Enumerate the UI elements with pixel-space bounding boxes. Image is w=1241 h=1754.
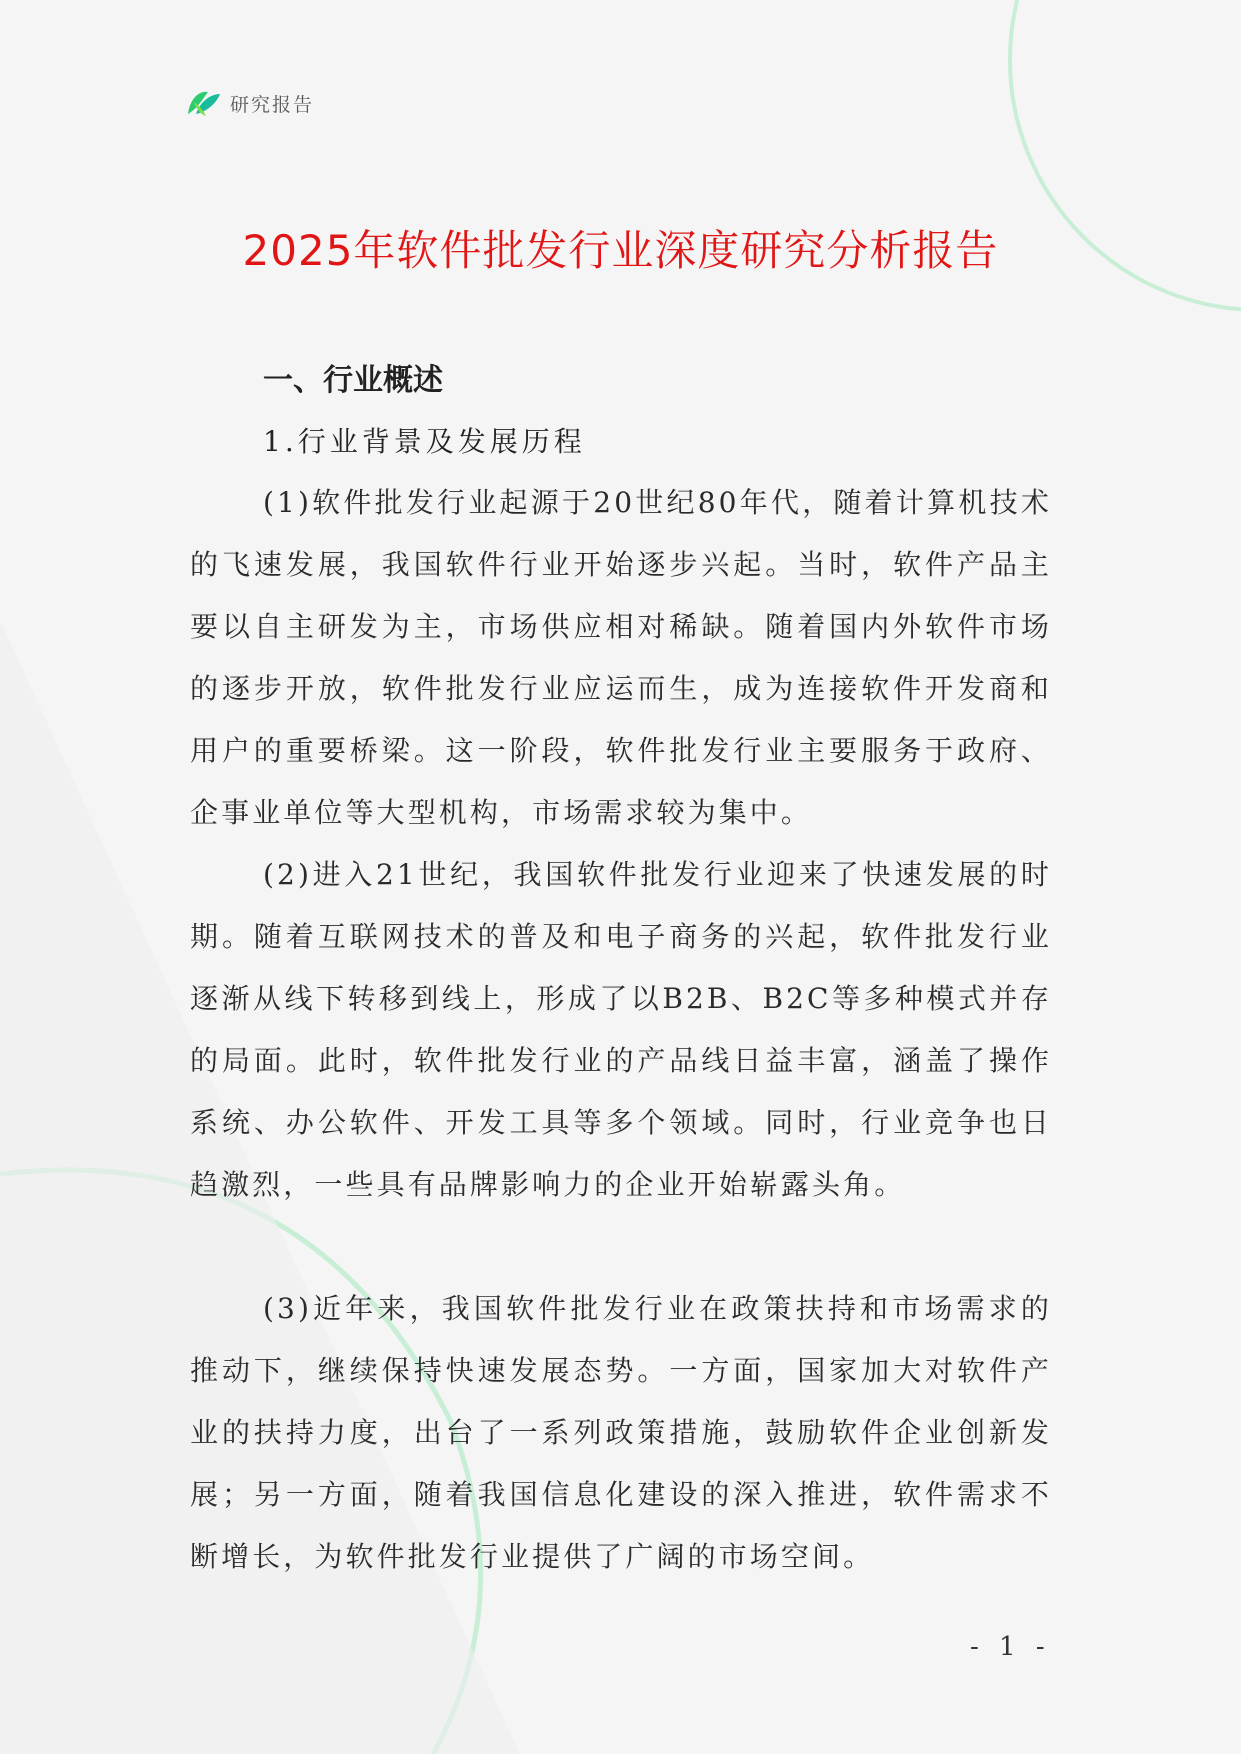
section-heading: 一、行业概述 [263,363,443,398]
paragraph-3: (3)近年来，我国软件批发行业在政策扶持和市场需求的推动下，继续保持快速发展态势。一方面，国家加大对软件产业的扶持力度，出台了一系列政策措施，鼓励软件企业创新发展；另一方面，随着我国信息化建设的深入推进，软件需求不断增长，为软件批发行业提供了广阔的市场空间。 [190,1292,1052,1573]
logo-text: 研究报告 [230,93,315,116]
document-title: 2025年软件批发行业深度研究分析报告 [242,226,999,275]
sub-heading: 1.行业背景及发展历程 [263,425,586,458]
page-number: - 1 - [970,1632,1051,1662]
header-logo [186,88,314,118]
paragraph-1: (1)软件批发行业起源于20世纪80年代，随着计算机技术的飞速发展，我国软件行业开始逐步兴起。当时，软件产品主要以自主研发为主，市场供应相对稀缺。随着国内外软件市场的逐步开放，软件批发行业应运而生，成为连接软件开发商和用户的重要桥梁。这一阶段，软件批发行业主要服务于政府、企事业单位等大型机构，市场需求较为集中。 [190,486,1052,829]
paragraph-2: (2)进入21世纪，我国软件批发行业迎来了快速发展的时期。随着互联网技术的普及和电子商务的兴起，软件批发行业逐渐从线下转移到线上，形成了以B2B、B2C等多种模式并存的局面。此时，软件批发行业的产品线日益丰富，涵盖了操作系统、办公软件、开发工具等多个领域。同时，行业竞争也日趋激烈，一些具有品牌影响力的企业开始崭露头角。 [190,858,1052,1201]
logo-leaf-icon [186,88,222,118]
